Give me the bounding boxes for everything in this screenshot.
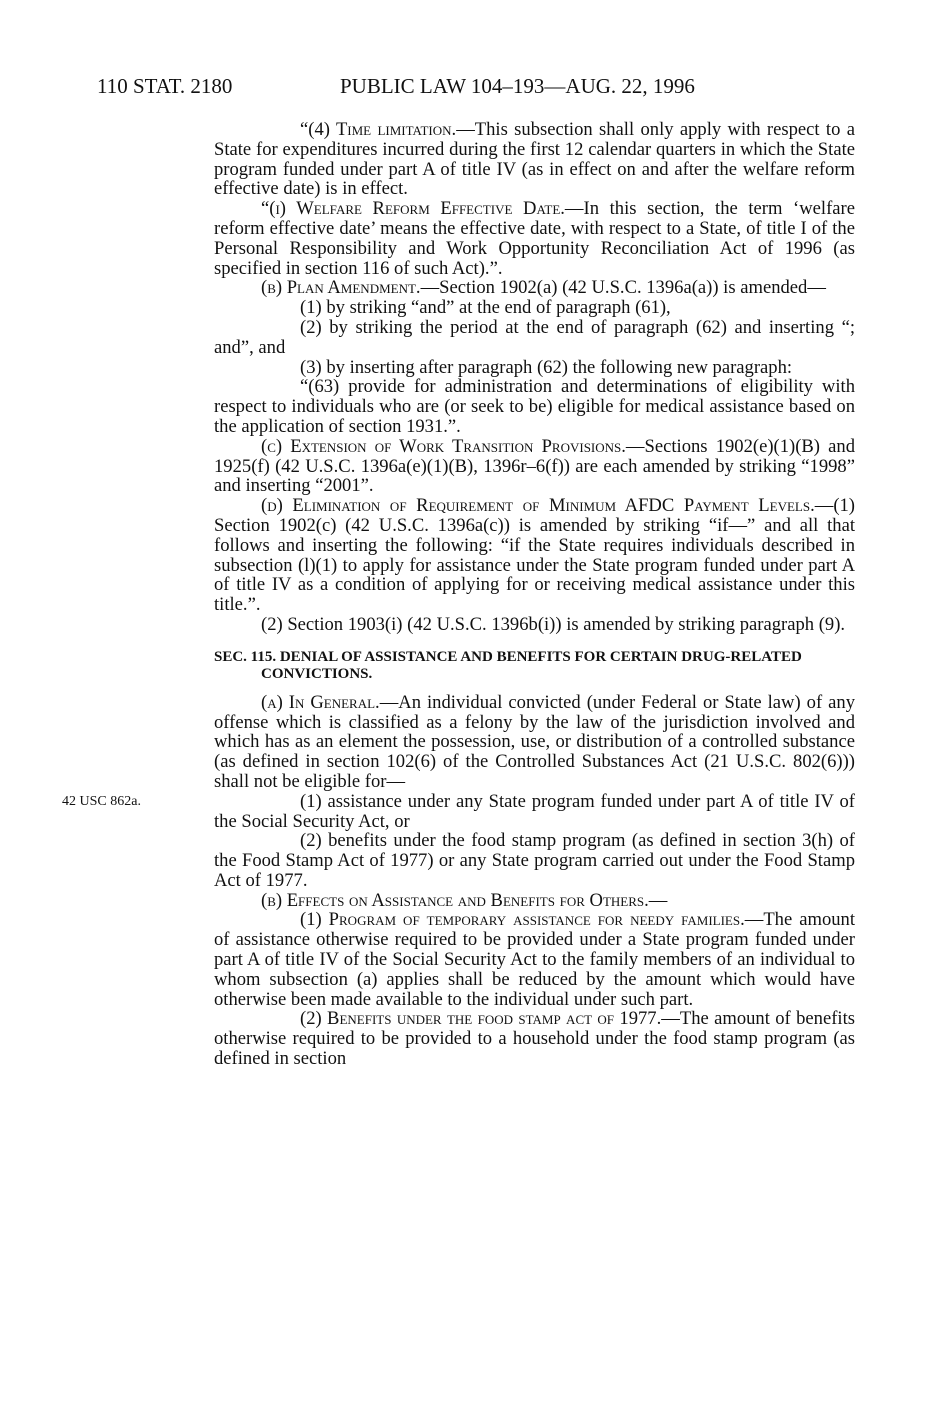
paragraph-text: —(1) Section 1902(c) (42 U.S.C. 1396a(c)) is amended by striking “if—” and all that follows and inserting the following: “if the State requires individuals described in subsection (l)(1) to apply for assistance under the State program funded under part A of title IV as a condition of applying for or receiving medical assistance under this title.”.	[214, 495, 855, 616]
paragraph-item: (1) assistance under any State program funded under part A of title IV of the Social Security Act, or	[214, 790, 855, 832]
paragraph-item: (1) by striking “and” at the end of paragraph (61),	[300, 297, 671, 319]
document-body	[214, 120, 855, 1069]
paragraph-heading: (c) Extension of Work Transition Provisions.	[261, 435, 626, 457]
paragraph-heading: (a) In General.	[261, 691, 380, 713]
paragraph-elimination-of-requirement	[214, 496, 855, 615]
paragraph-heading: (d) Elimination of Requirement of Minimum AFDC Payment Levels.	[261, 495, 815, 517]
paragraph-text: —In this section, the term ‘welfare reform effective date’ means the effective date, with respect to a State, of title I of the Personal Responsibility and Work Opportunity Reconciliation Act of 1996 (as specified in section 116 of such Act).”.	[214, 198, 855, 279]
paragraph-time-limitation	[214, 120, 855, 199]
paragraph-text: —This subsection shall only apply with respect to a State for expenditures incurred during the first 12 calendar quarters in which the State program funded under part A of title IV (as in effect on and after the welfare reform effective date) is in effect.	[214, 119, 855, 200]
paragraph-heading: “(4) Time limitation.	[300, 119, 457, 140]
paragraph-text: —Section 1902(a) (42 U.S.C. 1396a(a)) is amended—	[420, 277, 826, 299]
paragraph-text: —An individual convicted (under Federal or State law) of any offense which is classified as a felony by the law of the jurisdiction involved and which has as an element the possession, use, or distribution of a controlled substance (as defined in section 102(6) of the Controlled Substances Act (21 U.S.C. 802(6))) shall not be eligible for—	[214, 691, 856, 792]
paragraph-tanf	[214, 910, 855, 1009]
paragraph-text: —	[648, 889, 668, 911]
paragraph-item: (2) by striking the period at the end of paragraph (62) and inserting “; and”, and	[214, 316, 855, 358]
section-heading: SEC. 115. DENIAL OF ASSISTANCE AND BENEFITS FOR CERTAIN DRUG-RELATED CONVICTIONS.	[214, 648, 802, 682]
page-reference: 110 STAT. 2180	[97, 74, 233, 98]
paragraph-text: —Sections 1902(e)(1)(B) and 1925(f) (42 U.S.C. 1396a(e)(1)(B), 1396r–6(f)) are each amended by striking “1998” and inserting “2001”.	[214, 435, 855, 497]
paragraph-heading: (2) Benefits under the food stamp act of 1977.	[300, 1008, 662, 1030]
paragraph-heading: (b) Effects on Assistance and Benefits for Others.	[261, 889, 649, 911]
paragraph-item: (2) benefits under the food stamp program (as defined in section 3(h) of the Food Stamp Act of 1977) or any State program carried out under the Food Stamp Act of 1977.	[214, 830, 855, 891]
paragraph-effects-on-others	[214, 891, 855, 911]
paragraph-plan-amendment	[214, 278, 855, 298]
paragraph-text: —The amount of benefits otherwise required to be provided to a household under the food stamp program (as defined in section	[214, 1008, 855, 1070]
paragraph-welfare-reform-effective-date	[214, 199, 855, 278]
paragraph-item: “(63) provide for administration and determinations of eligibility with respect to individuals who are (or seek to be) eligible for medical assistance based on the application of section 1931.”.	[214, 376, 855, 437]
paragraph-item: (2) Section 1903(i) (42 U.S.C. 1396b(i)) is amended by striking paragraph (9).	[261, 613, 846, 635]
paragraph-text: —The amount of assistance otherwise required to be provided under a State program funded under part A of title IV of the Social Security Act to the family members of an individual to whom subsection (a) applies shall be reduced by the amount which would have otherwise been made available to the individual under such part.	[214, 909, 855, 1010]
paragraph-heading: (b) Plan Amendment.	[261, 277, 421, 299]
paragraph-extension-of-work-transition	[214, 437, 855, 496]
paragraph-heading: “(i) Welfare Reform Effective Date.	[261, 198, 565, 220]
margin-citation: 42 USC 862a.	[62, 794, 141, 809]
paragraph-item: (3) by inserting after paragraph (62) the following new paragraph:	[300, 356, 793, 378]
paragraph-in-general	[214, 693, 855, 792]
paragraph-heading: (1) Program of temporary assistance for needy families.	[300, 909, 745, 931]
running-header	[97, 74, 797, 98]
paragraph-food-stamp-benefits	[214, 1009, 855, 1068]
law-reference: PUBLIC LAW 104–193—AUG. 22, 1996	[340, 74, 695, 98]
